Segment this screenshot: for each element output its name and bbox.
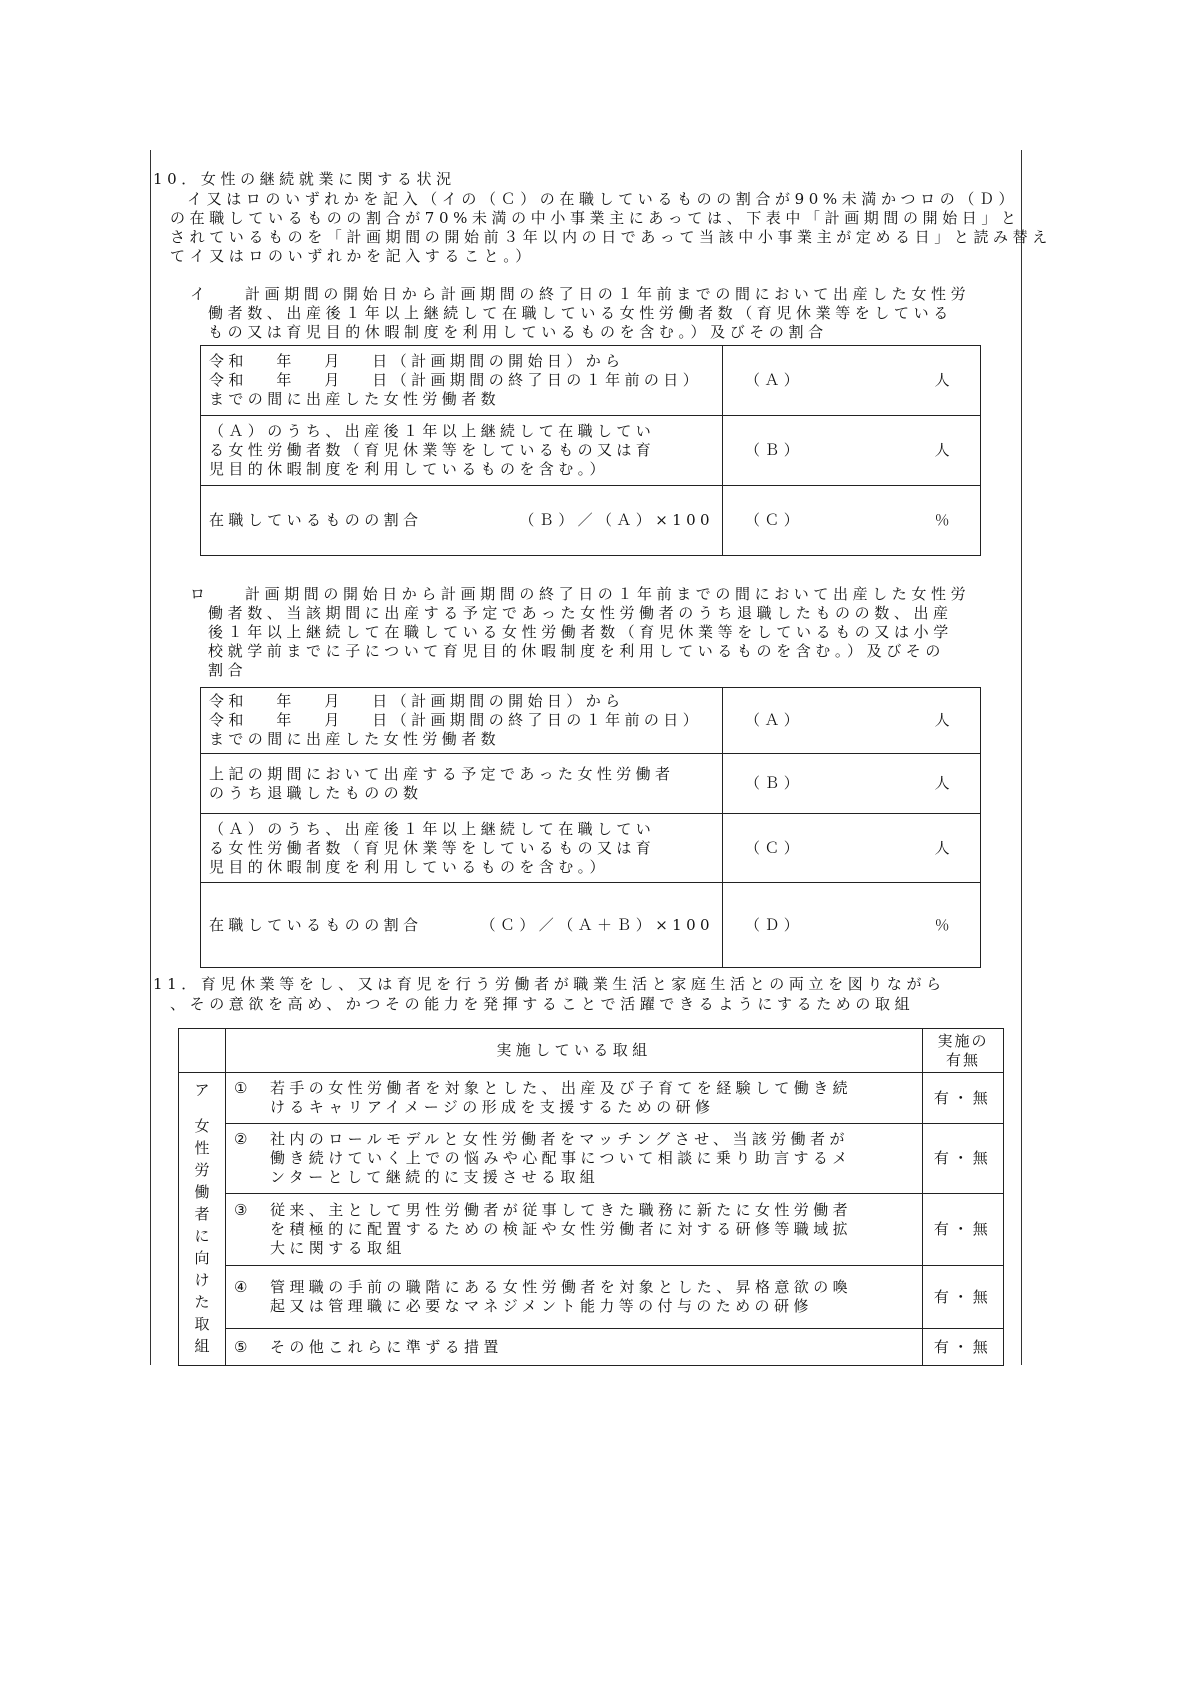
measure-item: ⑤ その他これらに準ずる措置 (226, 1329, 923, 1366)
table-i (200, 345, 981, 556)
table-row (201, 883, 981, 968)
input-cell-b[interactable]: （Ｂ） 人 (723, 416, 981, 486)
status-select[interactable]: 有・無 (923, 1124, 1004, 1194)
intro-line: されているものを「計画期間の開始前３年以内の日であって当該中小事業主が定める日」と読み替え (170, 228, 1052, 246)
table-measures (178, 1028, 1004, 1366)
item-ro-text: 働者数、当該期間に出産する予定であった女性労働者のうち退職したものの数、出産 (208, 604, 953, 622)
item-ro-text: 割合 (208, 661, 248, 679)
input-cell-b[interactable]: （Ｂ） 人 (723, 754, 981, 814)
header-status: 実施の 有無 (923, 1029, 1004, 1073)
status-select[interactable]: 有・無 (923, 1194, 1004, 1266)
row-label: 令和 年 月 日（計画期間の開始日）から 令和 年 月 日（計画期間の終了日の１年前の日） までの間に出産した女性労働者数 (201, 346, 723, 416)
intro-line: てイ又はロのいずれかを記入すること。） (170, 247, 535, 265)
measure-item: ③ 従来、主として男性労働者が従事してきた職務に新たに女性労働者 を積極的に配置するための検証や女性労働者に対する研修等職域拡 大に関する取組 (226, 1194, 923, 1266)
table-row (179, 1124, 1004, 1194)
input-cell-d[interactable]: （Ｄ） ％ (723, 883, 981, 968)
item-i-marker: イ (190, 285, 210, 303)
measure-item: ④ 管理職の手前の職階にある女性労働者を対象とした、昇格意欲の喚 起又は管理職に必要なマネジメント能力等の付与のための研修 (226, 1266, 923, 1329)
table-row (201, 346, 981, 416)
table-row (201, 754, 981, 814)
page-border-left (150, 150, 151, 1365)
header-blank (179, 1029, 226, 1073)
table-row (201, 416, 981, 486)
table-row (201, 688, 981, 754)
row-label: 在職しているものの割合 （Ｂ）／（Ａ）×100 (201, 486, 723, 556)
item-ro-text: 計画期間の開始日から計画期間の終了日の１年前までの間において出産した女性労 (245, 585, 971, 603)
section-11-title: 、その意欲を高め、かつその能力を発揮することで活躍できるようにするための取組 (170, 995, 915, 1013)
intro-line: の在職しているものの割合が70%未満の中小事業主にあっては、下表中「計画期間の開始日」と (170, 209, 1021, 227)
item-ro-marker: ロ (190, 585, 210, 603)
section-10-title: 10．女性の継続就業に関する状況 (153, 170, 456, 188)
item-ro-text: 後１年以上継続して在職している女性労働者数（育児休業等をしているもの又は小学 (208, 623, 953, 641)
section-11-title: 11．育児休業等をし、又は育児を行う労働者が職業生活と家庭生活との両立を図りながら (153, 975, 946, 993)
row-label: （Ａ）のうち、出産後１年以上継続して在職してい る女性労働者数（育児休業等をしているもの又は育 児目的休暇制度を利用しているものを含む。） (201, 814, 723, 883)
table-row (179, 1073, 1004, 1124)
measure-item: ② 社内のロールモデルと女性労働者をマッチングさせ、当該労働者が 働き続けていく上での悩みや心配事について相談に乗り助言するメ ンターとして継続的に支援させる取組 (226, 1124, 923, 1194)
input-cell-a[interactable]: （Ａ） 人 (723, 688, 981, 754)
row-label: 在職しているものの割合 （Ｃ）／（Ａ＋Ｂ）×100 (201, 883, 723, 968)
table-row (201, 814, 981, 883)
page-border-right (1021, 150, 1022, 1365)
row-label: （Ａ）のうち、出産後１年以上継続して在職してい る女性労働者数（育児休業等をしているもの又は育 児目的休暇制度を利用しているものを含む。） (201, 416, 723, 486)
row-label: 上記の期間において出産する予定であった女性労働者 のうち退職したものの数 (201, 754, 723, 814)
group-label: ア 女 性 労 働 者 に 向 け た 取 組 (179, 1073, 226, 1366)
status-select[interactable]: 有・無 (923, 1073, 1004, 1124)
item-i-text: もの又は育児目的休暇制度を利用しているものを含む。）及びその割合 (208, 323, 828, 341)
item-i-text: 計画期間の開始日から計画期間の終了日の１年前までの間において出産した女性労 (245, 285, 971, 303)
table-row (179, 1329, 1004, 1366)
table-row (179, 1266, 1004, 1329)
table-header-row (179, 1029, 1004, 1073)
status-select[interactable]: 有・無 (923, 1329, 1004, 1366)
table-row (201, 486, 981, 556)
status-select[interactable]: 有・無 (923, 1266, 1004, 1329)
item-ro-text: 校就学前までに子について育児目的休暇制度を利用しているものを含む。）及びその (208, 642, 946, 660)
measure-item: ① 若手の女性労働者を対象とした、出産及び子育てを経験して働き続 けるキャリアイメージの形成を支援するための研修 (226, 1073, 923, 1124)
row-label: 令和 年 月 日（計画期間の開始日）から 令和 年 月 日（計画期間の終了日の１年前の日） までの間に出産した女性労働者数 (201, 688, 723, 754)
item-i-text: 働者数、出産後１年以上継続して在職している女性労働者数（育児休業等をしている (208, 304, 953, 322)
input-cell-c[interactable]: （Ｃ） ％ (723, 486, 981, 556)
input-cell-a[interactable]: （Ａ） 人 (723, 346, 981, 416)
input-cell-c[interactable]: （Ｃ） 人 (723, 814, 981, 883)
table-row (179, 1194, 1004, 1266)
table-ro (200, 687, 981, 968)
header-measures: 実施している取組 (226, 1029, 923, 1073)
intro-line: イ又はロのいずれかを記入（イの（Ｃ）の在職しているものの割合が90%未満かつロの（Ｄ） (187, 190, 1019, 208)
